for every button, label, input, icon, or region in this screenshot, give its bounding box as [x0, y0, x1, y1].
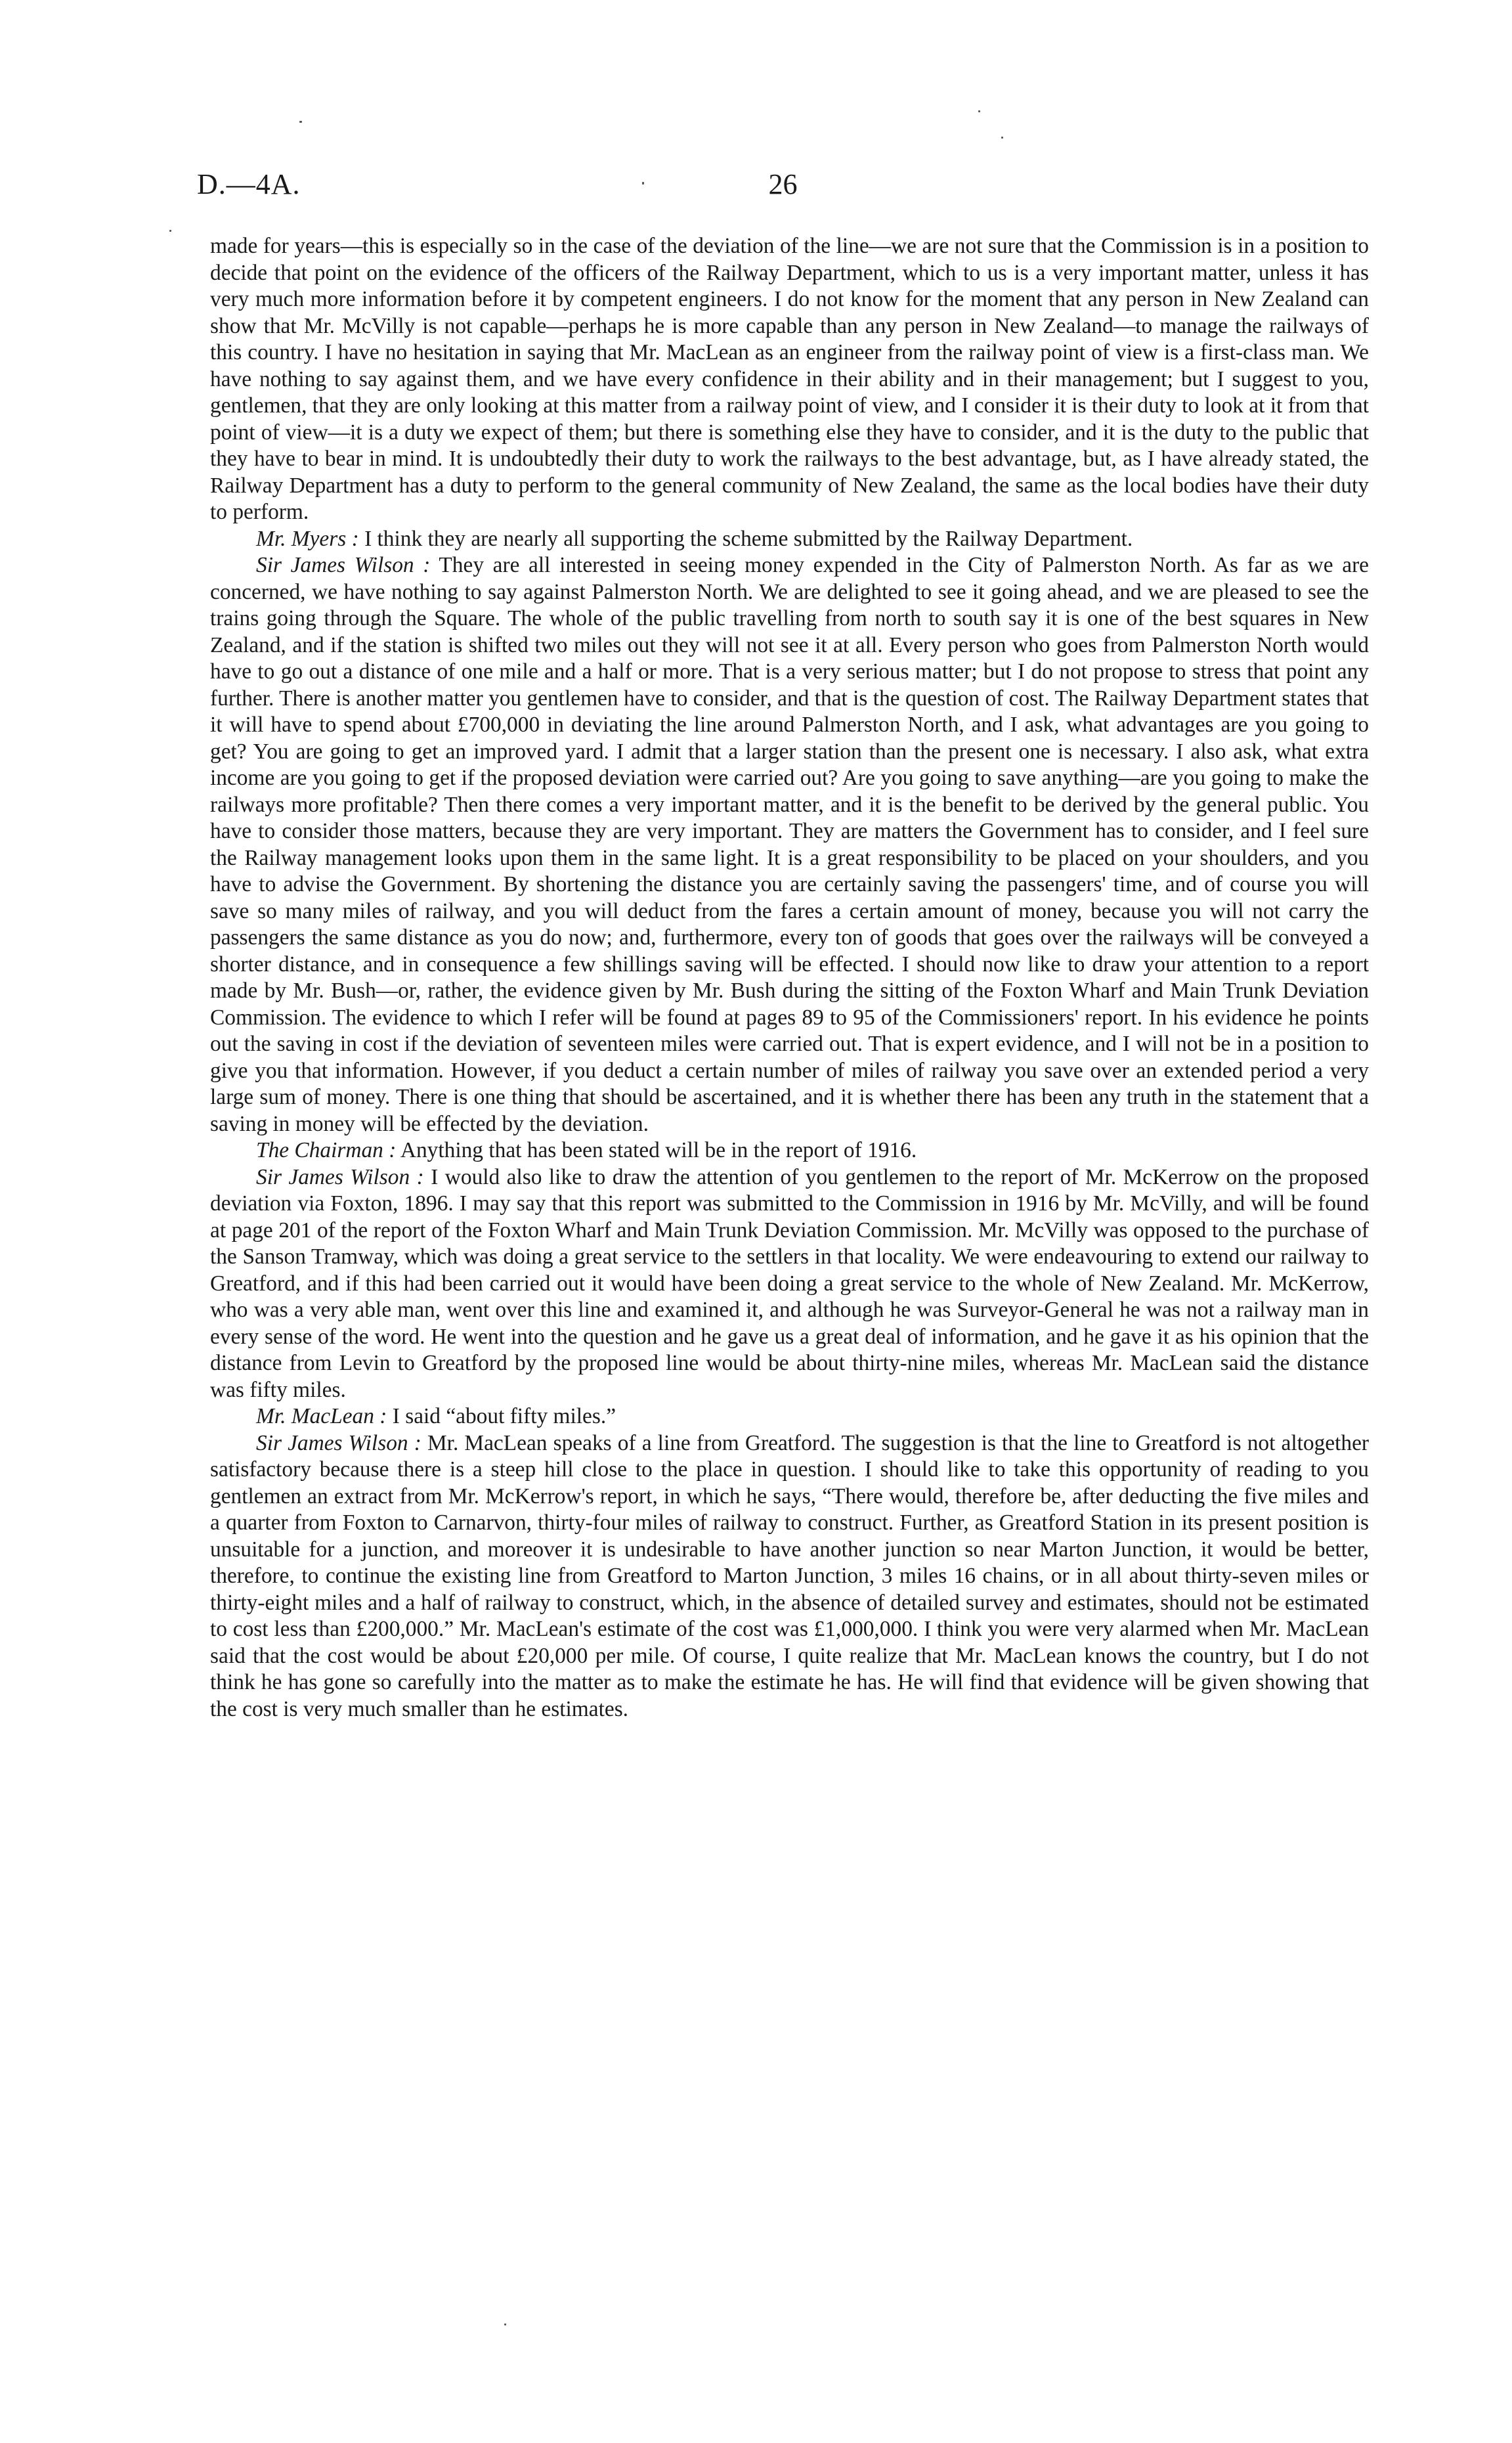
paragraph [210, 526, 1369, 553]
paragraph-text: Mr. MacLean speaks of a line from Greatford. The suggestion is that the line to Greatford is not altogether satisfactory because there is a steep hill close to the place in question. I should like to take this opportunity of reading to you gentlemen an extract from Mr. McKerrow's report, in which he says, “There would, therefore be, after deducting the five miles and a quarter from Foxton to Carnarvon, thirty-four miles of railway to construct. Further, as Greatford Station in its present position is unsuitable for a junction, and moreover it is undesirable to have another junction so near Marton Junction, it would be better, therefore, to continue the existing line from Greatford to Marton Junction, 3 miles 16 chains, or in all about thirty-seven miles or thirty-eight miles and a half of railway to construct, which, in the absence of detailed survey and estimates, should not be estimated to cost less than £200,000.” Mr. MacLean's estimate of the cost was £1,000,000. I think you were very alarmed when Mr. MacLean said that the cost would be about £20,000 per mile. Of course, I quite realize that Mr. MacLean knows the country, but I do not think he has gone so carefully into the matter as to make the estimate he has. He will find that evidence will be given showing that the cost is very much smaller than he estimates. [210, 1430, 1370, 1721]
scan-speck [299, 121, 302, 123]
paragraph [210, 552, 1369, 1137]
speaker-name: Mr. Myers : [256, 526, 359, 551]
speaker-name: Sir James Wilson : [256, 553, 431, 577]
scan-speck [504, 2323, 506, 2325]
paragraph-text: They are all interested in seeing money expended in the City of Palmerston North. As far as we are concerned, we have nothing to say against Palmerston North. We are delighted to see it going ahead, and we are pleased to see the trains going through the Square. The whole of the public travelling from north to south say it is one of the best squares in New Zealand, and if the station is shifted two miles out they will not see it at all. Every person who goes from Palmerston North would have to go out a distance of one mile and a half or more. That is a very serious matter; but I do not propose to stress that point any further. There is another matter you gentlemen have to consider, and that is the question of cost. The Railway Department states that it will have to spend about £700,000 in deviating the line around Palmerston North, and I ask, what advantages are you going to get? You are going to get an improved yard. I admit that a larger station than the present one is necessary. I also ask, what extra income are you going to get if the proposed deviation were carried out? Are you going to save anything—are you going to make the railways more profitable? Then there comes a very important matter, and it is the benefit to be derived by the general public. You have to consider those matters, because they are very important. They are matters the Government has to consider, and I feel sure the Railway management looks upon them in the same light. It is a great responsibility to be placed on your shoulders, and you have to advise the Government. By shortening the distance you are certainly saving the passengers' time, and of course you will save so many miles of railway, and you will deduct from the fares a certain amount of money, because you will not carry the passengers the same distance as you do now; and, furthermore, every ton of goods that goes over the railways will be conveyed a shorter distance, and in consequence a few shillings saving will be effected. I should now like to draw your attention to a report made by Mr. Bush—or, rather, the evidence given by Mr. Bush during the sitting of the Foxton Wharf and Main Trunk Deviation Commission. The evidence to which I refer will be found at pages 89 to 95 of the Commissioners' report. In his evidence he points out the saving in cost if the deviation of seventeen miles were carried out. That is expert evidence, and I will not be in a position to give you that information. However, if you deduct a certain number of miles of railway you save over an extended period a very large sum of money. There is one thing that should be ascertained, and it is whether there has been any truth in the statement that a saving in money will be effected by the deviation. [210, 553, 1370, 1136]
page-number: 26 [768, 168, 798, 200]
paragraph [210, 1164, 1369, 1404]
paragraph [210, 1137, 1369, 1164]
paragraph [210, 1430, 1369, 1723]
paragraph-text: Anything that has been stated will be in the report of 1916. [396, 1138, 917, 1162]
scan-speck [978, 110, 980, 112]
paragraph-text: I think they are nearly all supporting the scheme submitted by the Railway Department. [358, 526, 1133, 551]
speaker-name: The Chairman : [256, 1138, 397, 1162]
paragraph [210, 233, 1369, 526]
paragraph [210, 1403, 1369, 1430]
paragraph-text: I said “about fifty miles.” [387, 1404, 616, 1428]
paragraph-text: made for years—this is especially so in the case of the deviation of the line—we are not sure that the Commission is in a position to decide that point on the evidence of the officers of the Railway Department, which to us is a very important matter, unless it has very much more information before it by competent engineers. I do not know for the moment that any person in New Zealand can show that Mr. McVilly is not capable—perhaps he is more capable than any person in New Zealand—to manage the railways of this country. I have no hesitation in saying that Mr. MacLean as an engineer from the railway point of view is a first-class man. We have nothing to say against them, and we have every confidence in their ability and in their management; but I suggest to you, gentlemen, that they are only looking at this matter from a railway point of view, and I consider it is their duty to look at it from that point of view—it is a duty we expect of them; but there is something else they have to consider, and it is the duty to the public that they have to bear in mind. It is undoubtedly their duty to work the railways to the best advantage, but, as I have already stated, the Railway Department has a duty to perform to the general community of New Zealand, the same as the local bodies have their duty to perform. [210, 234, 1369, 524]
document-code: D.—4A. [197, 168, 301, 200]
page-header [197, 167, 1369, 213]
speaker-name: Sir James Wilson : [256, 1430, 421, 1455]
speaker-name: Sir James Wilson : [256, 1164, 424, 1189]
paragraph-text: I would also like to draw the attention of you gentlemen to the report of Mr. McKerrow on the proposed deviation via Foxton, 1896. I may say that this report was submitted to the Commission in 1916 by Mr. McVilly, and will be found at page 201 of the report of the Foxton Wharf and Main Trunk Deviation Commission. Mr. McVilly was opposed to the purchase of the Sanson Tramway, which was doing a great service to the settlers in that locality. We were endeavouring to extend our railway to Greatford, and if this had been carried out it would have been doing a great service to the whole of New Zealand. Mr. McKerrow, who was a very able man, went over this line and examined it, and although he was Surveyor-General he was not a railway man in every sense of the word. He went into the question and he gave us a great deal of information, and he gave it as his opinion that the distance from Levin to Greatford by the proposed line would be about thirty-nine miles, whereas Mr. MacLean said the distance was fifty miles. [210, 1164, 1370, 1402]
scan-speck [1001, 137, 1003, 139]
body-text [210, 233, 1369, 1723]
speaker-name: Mr. MacLean : [256, 1404, 387, 1428]
scan-speck [169, 230, 171, 232]
